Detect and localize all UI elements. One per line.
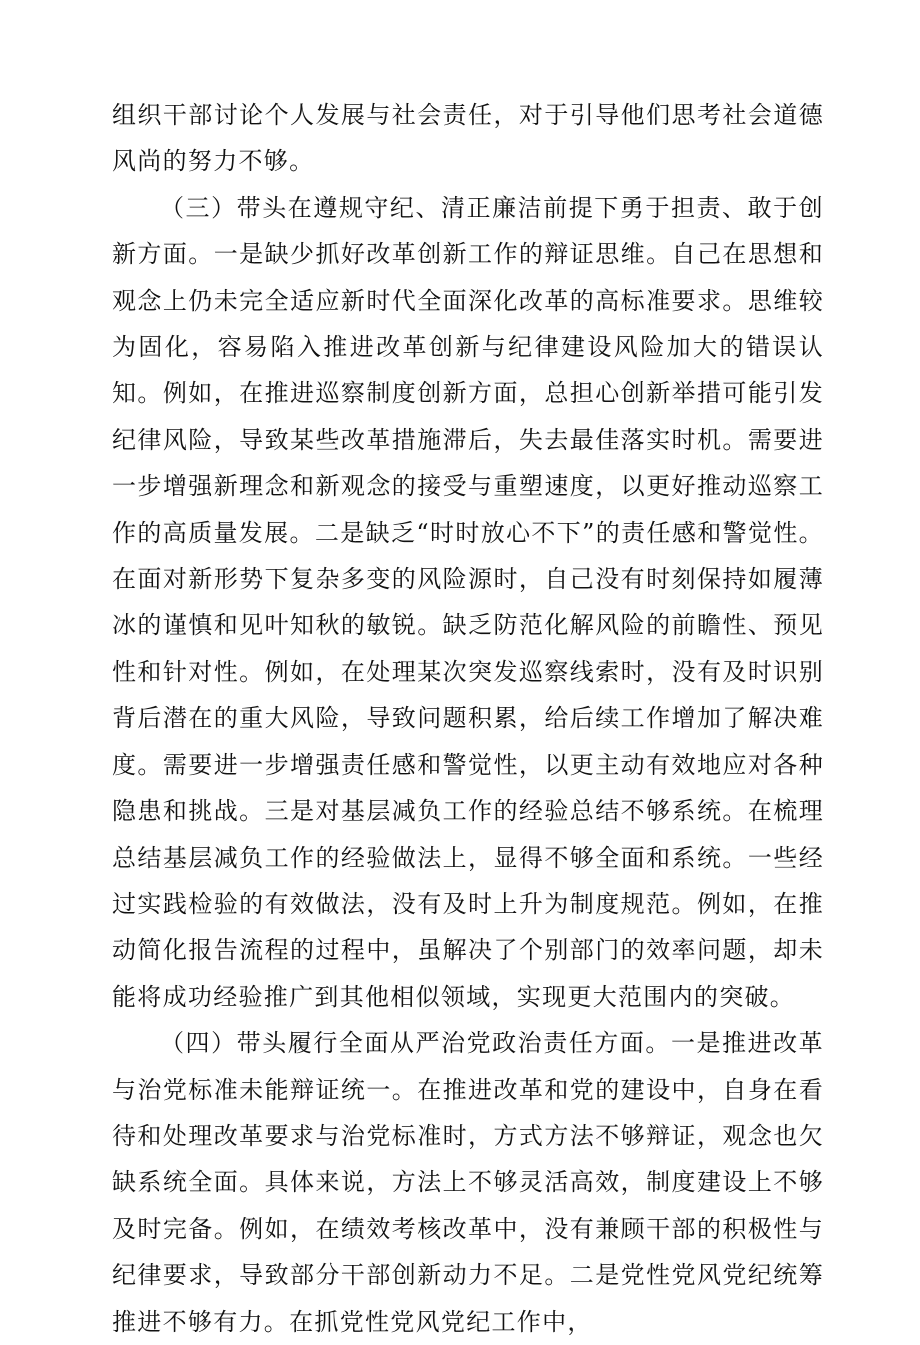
- paragraph-section-three: （三）带头在遵规守纪、清正廉洁前提下勇于担责、敢于创新方面。一是缺少抓好改革创新工作的辩证思维。自己在思想和观念上仍未完全适应新时代全面深化改革的高标准要求。思维较为固化，容易陷入推进改革创新与纪律建设风险加大的错误认知。例如，在推进巡察制度创新方面，总担心创新举措可能引发纪律风险，导致某些改革措施滞后，失去最佳落实时机。需要进一步增强新理念和新观念的接受与重塑速度，以更好推动巡察工作的高质量发展。二是缺乏“时时放心不下”的责任感和警觉性。在面对新形势下复杂多变的风险源时，自己没有时刻保持如履薄冰的谨慎和见叶知秋的敏锐。缺乏防范化解风险的前瞻性、预见性和针对性。例如，在处理某次突发巡察线索时，没有及时识别背后潜在的重大风险，导致问题积累，给后续工作增加了解决难度。需要进一步增强责任感和警觉性，以更主动有效地应对各种隐患和挑战。三是对基层减负工作的经验总结不够系统。在梳理总结基层减负工作的经验做法上，显得不够全面和系统。一些经过实践检验的有效做法，没有及时上升为制度规范。例如，在推动简化报告流程的过程中，虽解决了个别部门的效率问题，却未能将成功经验推广到其他相似领域，实现更大范围内的突破。: [112, 193, 824, 1011]
- paragraph-section-four: （四）带头履行全面从严治党政治责任方面。一是推进改革与治党标准未能辩证统一。在推进改革和党的建设中，自身在看待和处理改革要求与治党标准时，方式方法不够辩证，观念也欠缺系统全面。具体来说，方法上不够灵活高效，制度建设上不够及时完备。例如，在绩效考核改革中，没有兼顾干部的积极性与纪律要求，导致部分干部创新动力不足。二是党性党风党纪统筹推进不够有力。在抓党性党风党纪工作中，: [112, 1029, 824, 1336]
- paragraph-continuation: 组织干部讨论个人发展与社会责任，对于引导他们思考社会道德风尚的努力不够。: [112, 101, 824, 176]
- document-page: [112, 92, 824, 1345]
